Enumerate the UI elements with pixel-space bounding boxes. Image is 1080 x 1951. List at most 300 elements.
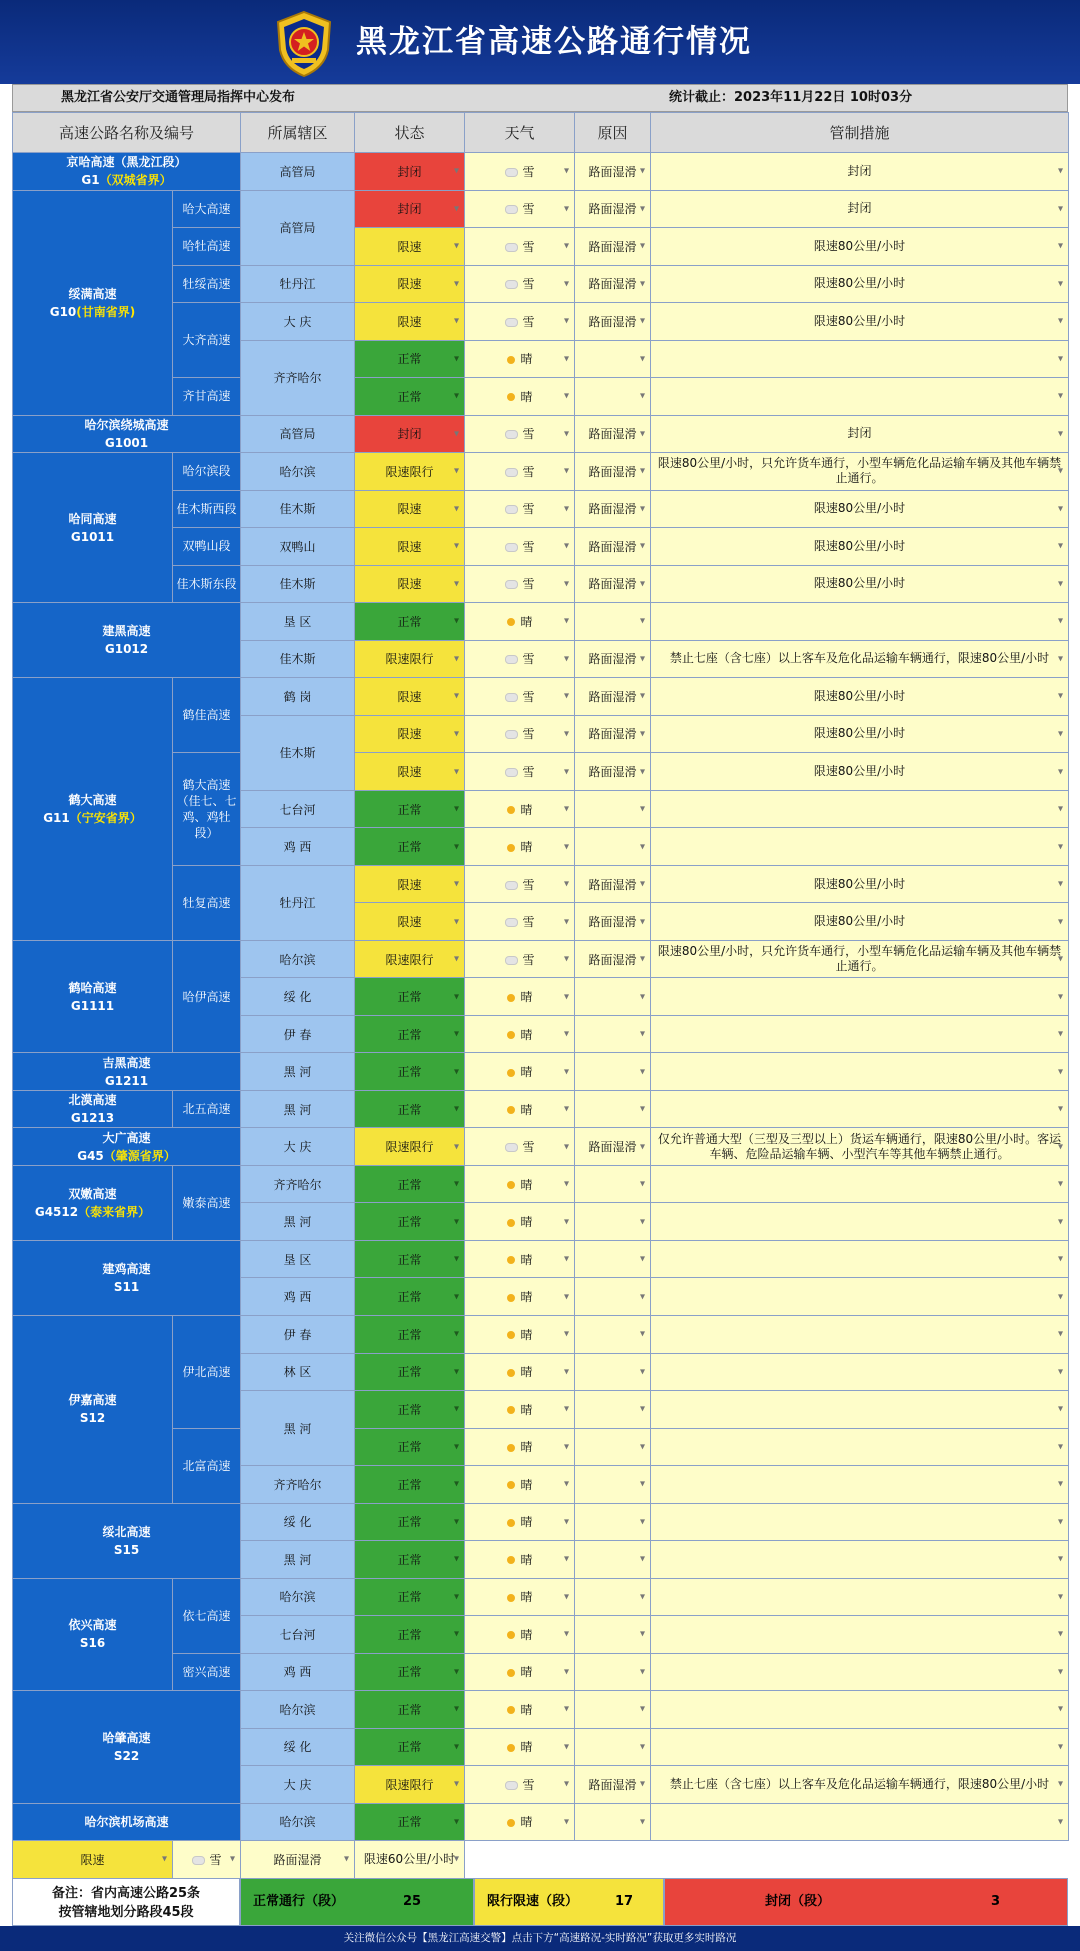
measure-dropdown[interactable]: 限速80公里/小时 ▾ — [651, 303, 1069, 341]
status-dropdown[interactable]: 正常 ▾ — [355, 340, 465, 378]
highway-name-cell — [13, 415, 241, 453]
highway-name: 哈尔滨机场高速 — [84, 1814, 169, 1829]
highway-border-note: （泰来省界） — [78, 1204, 151, 1219]
timestamp-text: 统计截止：2023年11月22日 10时03分 — [669, 90, 913, 105]
reason-dropdown[interactable] — [575, 1240, 651, 1278]
weather-dropdown[interactable] — [173, 1841, 241, 1879]
reason-dropdown[interactable] — [575, 603, 651, 641]
status-dropdown[interactable]: 正常 ▾ — [355, 790, 465, 828]
status-dropdown[interactable]: 正常 ▾ — [355, 1165, 465, 1203]
status-dropdown[interactable]: 正常 ▾ — [355, 1691, 465, 1729]
measure-dropdown[interactable] — [651, 1053, 1069, 1091]
status-dropdown[interactable]: 正常 ▾ — [355, 1503, 465, 1541]
weather-dropdown[interactable] — [465, 1315, 575, 1353]
status-dropdown[interactable]: 限速 ▾ — [355, 265, 465, 303]
weather-dropdown[interactable] — [465, 1541, 575, 1579]
status-dropdown[interactable]: 限速 ▾ — [355, 490, 465, 528]
sun-icon — [507, 1406, 515, 1414]
reason-dropdown[interactable] — [575, 1315, 651, 1353]
measure-dropdown[interactable]: 限速80公里/小时，只允许货车通行，小型车辆危化品运输车辆及其他车辆禁止通行。 ▾ — [651, 453, 1069, 491]
weather-text: 雪 — [522, 427, 535, 442]
measure-dropdown[interactable] — [651, 1315, 1069, 1353]
reason-dropdown[interactable] — [575, 1278, 651, 1316]
reason-dropdown[interactable] — [575, 340, 651, 378]
status-dropdown[interactable]: 正常 ▾ — [355, 1353, 465, 1391]
highway-code-line — [16, 1747, 237, 1765]
status-dropdown[interactable]: 正常 ▾ — [355, 1391, 465, 1429]
status-dropdown[interactable]: 正常 ▾ — [355, 1090, 465, 1128]
status-dropdown[interactable]: 限速 ▾ — [355, 678, 465, 716]
jurisdiction-cell: 牡丹江 — [241, 265, 355, 303]
weather-dropdown[interactable] — [465, 678, 575, 716]
weather-dropdown[interactable] — [465, 865, 575, 903]
measure-dropdown[interactable] — [651, 1391, 1069, 1429]
jurisdiction-cell: 黑 河 — [241, 1090, 355, 1128]
reason-dropdown[interactable]: 路面湿滑 ▾ — [575, 415, 651, 453]
reason-dropdown[interactable] — [575, 828, 651, 866]
status-dropdown[interactable]: 封闭 ▾ — [355, 415, 465, 453]
status-dropdown[interactable]: 限速 ▾ — [355, 303, 465, 341]
reason-dropdown[interactable] — [575, 790, 651, 828]
sun-icon — [507, 1331, 515, 1339]
summary-closed-count: 3 — [991, 1894, 1001, 1909]
snow-cloud-icon — [505, 655, 518, 664]
highway-code: S16 — [79, 1636, 106, 1651]
sun-icon — [507, 1181, 515, 1189]
segment-cell: 佳木斯东段 — [173, 565, 241, 603]
reason-dropdown[interactable]: 路面湿滑 ▾ — [575, 565, 651, 603]
reason-dropdown[interactable]: 路面湿滑 ▾ — [575, 453, 651, 491]
weather-dropdown[interactable] — [465, 1691, 575, 1729]
measure-dropdown[interactable]: 限速80公里/小时，只允许货车通行，小型车辆危化品运输车辆及其他车辆禁止通行。 ▾ — [651, 940, 1069, 978]
highway-border-note: (甘南省界) — [76, 304, 136, 319]
highway-name-cell — [13, 1803, 241, 1841]
weather-dropdown[interactable] — [465, 1053, 575, 1091]
summary-limit-count: 17 — [615, 1894, 634, 1909]
sun-icon — [507, 1744, 515, 1752]
snow-cloud-icon — [505, 168, 518, 177]
reason-dropdown[interactable]: 路面湿滑 ▾ — [575, 153, 651, 191]
weather-dropdown[interactable] — [465, 453, 575, 491]
jurisdiction-cell: 齐齐哈尔 — [241, 1165, 355, 1203]
highway-code-line — [16, 809, 169, 827]
highway-name-cell — [13, 1691, 241, 1804]
weather-dropdown[interactable] — [465, 1503, 575, 1541]
sun-icon — [507, 1069, 515, 1077]
jurisdiction-cell: 哈尔滨 — [241, 940, 355, 978]
segment-cell: 密兴高速 — [173, 1653, 241, 1691]
status-dropdown[interactable]: 限速限行 ▾ — [355, 1766, 465, 1804]
jurisdiction-cell: 林 区 — [241, 1353, 355, 1391]
weather-text: 晴 — [520, 1327, 533, 1342]
weather-dropdown[interactable] — [465, 640, 575, 678]
reason-dropdown[interactable]: 路面湿滑 ▾ — [575, 1766, 651, 1804]
jurisdiction-cell: 鹤 岗 — [241, 678, 355, 716]
sun-icon — [507, 1819, 515, 1827]
status-dropdown[interactable]: 正常 ▾ — [355, 1616, 465, 1654]
snow-cloud-icon — [505, 543, 518, 552]
reason-dropdown[interactable] — [575, 1616, 651, 1654]
highway-code: G1012 — [104, 642, 149, 657]
jurisdiction-cell: 黑 河 — [241, 1053, 355, 1091]
weather-dropdown[interactable] — [465, 1391, 575, 1429]
col-header-highway: 高速公路名称及编号 — [13, 113, 241, 153]
highway-code: G1 — [81, 173, 100, 188]
highway-name-cell — [13, 1578, 173, 1691]
jurisdiction-cell: 鸡 西 — [241, 1278, 355, 1316]
measure-dropdown[interactable] — [651, 1428, 1069, 1466]
status-dropdown[interactable]: 限速限行 ▾ — [355, 453, 465, 491]
weather-dropdown[interactable] — [465, 340, 575, 378]
reason-dropdown[interactable]: 路面湿滑 ▾ — [241, 1841, 355, 1879]
status-dropdown[interactable]: 正常 ▾ — [355, 1428, 465, 1466]
sun-icon — [507, 1706, 515, 1714]
weather-dropdown[interactable] — [465, 1616, 575, 1654]
measure-dropdown[interactable] — [651, 1541, 1069, 1579]
measure-dropdown[interactable] — [651, 1090, 1069, 1128]
reason-dropdown[interactable] — [575, 1053, 651, 1091]
reason-dropdown[interactable]: 路面湿滑 ▾ — [575, 678, 651, 716]
sun-icon — [507, 1669, 515, 1677]
jurisdiction-cell: 高管局 — [241, 190, 355, 265]
measure-dropdown[interactable]: 封闭 ▾ — [651, 153, 1069, 191]
reason-dropdown[interactable]: 路面湿滑 ▾ — [575, 1128, 651, 1166]
status-dropdown[interactable]: 限速限行 ▾ — [355, 1128, 465, 1166]
weather-text: 雪 — [522, 539, 535, 554]
snow-cloud-icon — [505, 243, 518, 252]
status-dropdown[interactable]: 正常 ▾ — [355, 828, 465, 866]
jurisdiction-cell: 哈尔滨 — [241, 453, 355, 491]
highway-code: S15 — [113, 1542, 140, 1557]
status-dropdown[interactable]: 限速限行 ▾ — [355, 640, 465, 678]
jurisdiction-cell: 鸡 西 — [241, 828, 355, 866]
measure-dropdown[interactable] — [651, 1503, 1069, 1541]
highway-border-note: （肇源省界） — [103, 1148, 176, 1163]
weather-dropdown[interactable] — [465, 378, 575, 416]
status-dropdown[interactable]: 正常 ▾ — [355, 1278, 465, 1316]
measure-dropdown[interactable] — [651, 1240, 1069, 1278]
weather-dropdown[interactable] — [465, 565, 575, 603]
reason-dropdown[interactable]: 路面湿滑 ▾ — [575, 265, 651, 303]
reason-dropdown[interactable]: 路面湿滑 ▾ — [575, 303, 651, 341]
table-row — [13, 1315, 1069, 1353]
reason-dropdown[interactable]: 路面湿滑 ▾ — [575, 490, 651, 528]
status-dropdown[interactable]: 限速限行 ▾ — [355, 940, 465, 978]
status-dropdown[interactable]: 限速 ▾ — [355, 753, 465, 791]
measure-dropdown[interactable]: 限速80公里/小时 ▾ — [651, 865, 1069, 903]
measure-dropdown[interactable] — [651, 1616, 1069, 1654]
weather-dropdown[interactable] — [465, 490, 575, 528]
weather-text: 雪 — [522, 239, 535, 254]
reason-dropdown[interactable] — [575, 378, 651, 416]
sun-icon — [507, 1219, 515, 1227]
measure-dropdown[interactable]: 禁止七座（含七座）以上客车及危化品运输车辆通行，限速80公里/小时 ▾ — [651, 640, 1069, 678]
measure-dropdown[interactable]: 限速80公里/小时 ▾ — [651, 678, 1069, 716]
status-dropdown[interactable]: 正常 ▾ — [355, 978, 465, 1016]
measure-dropdown[interactable]: 限速60公里/小时 ▾ — [355, 1841, 465, 1879]
reason-dropdown[interactable] — [575, 1541, 651, 1579]
weather-text: 晴 — [520, 1552, 533, 1567]
weather-dropdown[interactable] — [465, 1728, 575, 1766]
measure-dropdown[interactable]: 限速80公里/小时 ▾ — [651, 265, 1069, 303]
weather-text: 晴 — [520, 1477, 533, 1492]
measure-dropdown[interactable] — [651, 1578, 1069, 1616]
weather-text: 晴 — [520, 1402, 533, 1417]
segment-cell: 牡绥高速 — [173, 265, 241, 303]
segment-cell: 哈大高速 — [173, 190, 241, 228]
measure-dropdown[interactable] — [651, 1353, 1069, 1391]
status-dropdown[interactable]: 正常 ▾ — [355, 1728, 465, 1766]
table-row — [13, 153, 1069, 191]
reason-dropdown[interactable] — [575, 1691, 651, 1729]
weather-dropdown[interactable] — [465, 753, 575, 791]
highway-code-line — [16, 640, 237, 658]
weather-text: 晴 — [520, 1102, 533, 1117]
sun-icon — [507, 393, 515, 401]
highway-name-cell — [13, 1090, 173, 1128]
status-dropdown[interactable]: 正常 ▾ — [355, 603, 465, 641]
status-dropdown[interactable]: 正常 ▾ — [355, 1541, 465, 1579]
highway-code: G45 — [77, 1148, 104, 1163]
segment-cell: 鹤大高速（佳七、七鸡、鸡牡段） — [173, 753, 241, 866]
highway-code-line — [16, 1147, 237, 1165]
weather-dropdown[interactable] — [465, 190, 575, 228]
status-dropdown[interactable]: 限速 ▾ — [355, 865, 465, 903]
status-dropdown[interactable]: 封闭 ▾ — [355, 153, 465, 191]
measure-dropdown[interactable] — [651, 1803, 1069, 1841]
weather-text: 雪 — [522, 502, 535, 517]
table-row — [13, 1578, 1069, 1616]
jurisdiction-cell: 黑 河 — [241, 1391, 355, 1466]
reason-dropdown[interactable]: 路面湿滑 ▾ — [575, 640, 651, 678]
measure-dropdown[interactable] — [651, 1653, 1069, 1691]
summary-normal-count: 25 — [403, 1894, 422, 1909]
weather-dropdown[interactable] — [465, 1353, 575, 1391]
weather-dropdown[interactable] — [465, 303, 575, 341]
weather-dropdown[interactable] — [465, 1653, 575, 1691]
col-header-measure: 管制措施 — [651, 113, 1069, 153]
weather-dropdown[interactable] — [465, 603, 575, 641]
jurisdiction-cell: 绥 化 — [241, 1728, 355, 1766]
publisher-bar — [12, 84, 1068, 112]
highway-code: S11 — [113, 1279, 140, 1294]
weather-dropdown[interactable] — [465, 1240, 575, 1278]
status-dropdown[interactable]: 正常 ▾ — [355, 1240, 465, 1278]
measure-dropdown[interactable] — [651, 1278, 1069, 1316]
status-dropdown[interactable]: 限速 ▾ — [355, 228, 465, 266]
weather-text: 晴 — [520, 352, 533, 367]
reason-dropdown[interactable] — [575, 1428, 651, 1466]
reason-dropdown[interactable] — [575, 1015, 651, 1053]
weather-text: 晴 — [520, 1740, 533, 1755]
weather-dropdown[interactable] — [465, 415, 575, 453]
measure-dropdown[interactable] — [651, 1015, 1069, 1053]
reason-dropdown[interactable] — [575, 1203, 651, 1241]
sun-icon — [507, 994, 515, 1002]
weather-dropdown[interactable] — [465, 1578, 575, 1616]
segment-cell: 哈牡高速 — [173, 228, 241, 266]
reason-dropdown[interactable] — [575, 1503, 651, 1541]
highway-code-line — [16, 1109, 169, 1127]
table-row — [13, 1053, 1069, 1091]
measure-dropdown[interactable]: 限速80公里/小时 ▾ — [651, 528, 1069, 566]
reason-dropdown[interactable] — [575, 1653, 651, 1691]
col-header-area: 所属辖区 — [241, 113, 355, 153]
weather-dropdown[interactable] — [465, 903, 575, 941]
reason-dropdown[interactable]: 路面湿滑 ▾ — [575, 190, 651, 228]
jurisdiction-cell: 佳木斯 — [241, 490, 355, 528]
weather-dropdown[interactable] — [465, 715, 575, 753]
measure-dropdown[interactable] — [651, 378, 1069, 416]
status-dropdown[interactable]: 限速 ▾ — [355, 565, 465, 603]
weather-dropdown[interactable] — [465, 265, 575, 303]
weather-dropdown[interactable] — [465, 978, 575, 1016]
measure-dropdown[interactable]: 限速80公里/小时 ▾ — [651, 903, 1069, 941]
measure-dropdown[interactable] — [651, 1165, 1069, 1203]
status-dropdown[interactable]: 封闭 ▾ — [355, 190, 465, 228]
segment-cell: 北五高速 — [173, 1090, 241, 1128]
weather-dropdown[interactable] — [465, 828, 575, 866]
reason-dropdown[interactable] — [575, 1466, 651, 1504]
reason-dropdown[interactable] — [575, 1578, 651, 1616]
measure-dropdown[interactable]: 封闭 ▾ — [651, 190, 1069, 228]
weather-dropdown[interactable] — [465, 1278, 575, 1316]
measure-dropdown[interactable] — [651, 603, 1069, 641]
highway-name-cell — [13, 1053, 241, 1091]
weather-dropdown[interactable] — [465, 1128, 575, 1166]
publisher-text: 黑龙江省公安厅交通管理局指挥中心发布 — [61, 90, 296, 105]
highway-name: 依兴高速 — [68, 1618, 117, 1633]
status-dropdown[interactable]: 正常 ▾ — [355, 1653, 465, 1691]
weather-text: 晴 — [520, 1252, 533, 1267]
reason-dropdown[interactable]: 路面湿滑 ▾ — [575, 903, 651, 941]
reason-dropdown[interactable] — [575, 1353, 651, 1391]
weather-dropdown[interactable] — [465, 1015, 575, 1053]
measure-dropdown[interactable] — [651, 1728, 1069, 1766]
weather-dropdown[interactable] — [465, 1090, 575, 1128]
weather-text: 雪 — [522, 277, 535, 292]
status-dropdown[interactable]: 限速 ▾ — [355, 903, 465, 941]
highway-code: S12 — [79, 1411, 106, 1426]
reason-dropdown[interactable] — [575, 1391, 651, 1429]
summary-limit-label: 限行限速（段） — [487, 1894, 579, 1909]
highway-name: 建黑高速 — [102, 624, 151, 639]
highway-code-line — [16, 1541, 237, 1559]
weather-dropdown[interactable] — [465, 153, 575, 191]
measure-dropdown[interactable]: 限速80公里/小时 ▾ — [651, 565, 1069, 603]
measure-dropdown[interactable] — [651, 340, 1069, 378]
measure-dropdown[interactable] — [651, 1466, 1069, 1504]
status-dropdown[interactable]: 正常 ▾ — [355, 378, 465, 416]
weather-text: 晴 — [520, 1665, 533, 1680]
weather-text: 晴 — [520, 802, 533, 817]
status-dropdown[interactable]: 限速 ▾ — [355, 528, 465, 566]
status-dropdown[interactable]: 正常 ▾ — [355, 1803, 465, 1841]
measure-dropdown[interactable]: 限速80公里/小时 ▾ — [651, 753, 1069, 791]
highway-border-note: （双城省界） — [99, 173, 172, 188]
weather-dropdown[interactable] — [465, 528, 575, 566]
segment-cell: 大齐高速 — [173, 303, 241, 378]
measure-dropdown[interactable]: 限速80公里/小时 ▾ — [651, 715, 1069, 753]
snow-cloud-icon — [505, 693, 518, 702]
measure-dropdown[interactable]: 限速80公里/小时 ▾ — [651, 490, 1069, 528]
measure-dropdown[interactable] — [651, 978, 1069, 1016]
reason-dropdown[interactable] — [575, 978, 651, 1016]
reason-dropdown[interactable] — [575, 1090, 651, 1128]
jurisdiction-cell: 七台河 — [241, 1616, 355, 1654]
segment-cell: 双鸭山段 — [173, 528, 241, 566]
col-header-weather: 天气 — [465, 113, 575, 153]
highway-name: 双嫩高速 — [68, 1186, 117, 1201]
weather-dropdown[interactable] — [465, 1803, 575, 1841]
measure-dropdown[interactable] — [651, 1203, 1069, 1241]
reason-dropdown[interactable]: 路面湿滑 ▾ — [575, 715, 651, 753]
status-dropdown[interactable]: 正常 ▾ — [355, 1578, 465, 1616]
reason-dropdown[interactable]: 路面湿滑 ▾ — [575, 865, 651, 903]
measure-dropdown[interactable] — [651, 1691, 1069, 1729]
highway-code-line — [16, 1278, 237, 1296]
measure-dropdown[interactable] — [651, 790, 1069, 828]
status-dropdown[interactable]: 限速 ▾ — [13, 1841, 173, 1879]
reason-dropdown[interactable]: 路面湿滑 ▾ — [575, 228, 651, 266]
weather-dropdown[interactable] — [465, 228, 575, 266]
highway-name-cell — [13, 1503, 241, 1578]
reason-dropdown[interactable] — [575, 1165, 651, 1203]
table-row — [13, 1841, 1069, 1879]
table-row — [13, 678, 1069, 716]
reason-dropdown[interactable] — [575, 1728, 651, 1766]
summary-normal — [240, 1878, 474, 1926]
reason-dropdown[interactable] — [575, 1803, 651, 1841]
status-dropdown[interactable]: 正常 ▾ — [355, 1053, 465, 1091]
status-dropdown[interactable]: 正常 ▾ — [355, 1466, 465, 1504]
weather-text: 晴 — [520, 1027, 533, 1042]
snow-cloud-icon — [505, 918, 518, 927]
measure-dropdown[interactable]: 仅允许普通大型（三型及三型以上）货运车辆通行，限速80公里/小时。客运车辆、危险品运输车辆、小型汽车等其他车辆禁止通行。 ▾ — [651, 1128, 1069, 1166]
reason-dropdown[interactable]: 路面湿滑 ▾ — [575, 940, 651, 978]
weather-dropdown[interactable] — [465, 1466, 575, 1504]
weather-text: 雪 — [522, 577, 535, 592]
measure-dropdown[interactable]: 限速80公里/小时 ▾ — [651, 228, 1069, 266]
segment-cell: 齐甘高速 — [173, 378, 241, 416]
weather-dropdown[interactable] — [465, 940, 575, 978]
measure-dropdown[interactable]: 禁止七座（含七座）以上客车及危化品运输车辆通行，限速80公里/小时 ▾ — [651, 1766, 1069, 1804]
measure-dropdown[interactable]: 封闭 ▾ — [651, 415, 1069, 453]
table-row — [13, 1165, 1069, 1203]
jurisdiction-cell: 高管局 — [241, 153, 355, 191]
status-dropdown[interactable]: 正常 ▾ — [355, 1315, 465, 1353]
weather-text: 晴 — [520, 1590, 533, 1605]
segment-cell: 依七高速 — [173, 1578, 241, 1653]
status-dropdown[interactable]: 限速 ▾ — [355, 715, 465, 753]
weather-dropdown[interactable] — [465, 1165, 575, 1203]
segment-cell: 伊北高速 — [173, 1315, 241, 1428]
measure-dropdown[interactable] — [651, 828, 1069, 866]
reason-dropdown[interactable]: 路面湿滑 ▾ — [575, 528, 651, 566]
jurisdiction-cell: 哈尔滨 — [241, 1803, 355, 1841]
weather-dropdown[interactable] — [465, 1203, 575, 1241]
weather-dropdown[interactable] — [465, 1428, 575, 1466]
weather-dropdown[interactable] — [465, 790, 575, 828]
status-dropdown[interactable]: 正常 ▾ — [355, 1203, 465, 1241]
reason-dropdown[interactable]: 路面湿滑 ▾ — [575, 753, 651, 791]
weather-text: 晴 — [520, 1815, 533, 1830]
highway-name-cell — [13, 453, 173, 603]
page-title: 黑龙江省高速公路通行情况 — [356, 24, 752, 60]
status-dropdown[interactable]: 正常 ▾ — [355, 1015, 465, 1053]
weather-dropdown[interactable] — [465, 1766, 575, 1804]
highway-code-line — [16, 1203, 169, 1221]
